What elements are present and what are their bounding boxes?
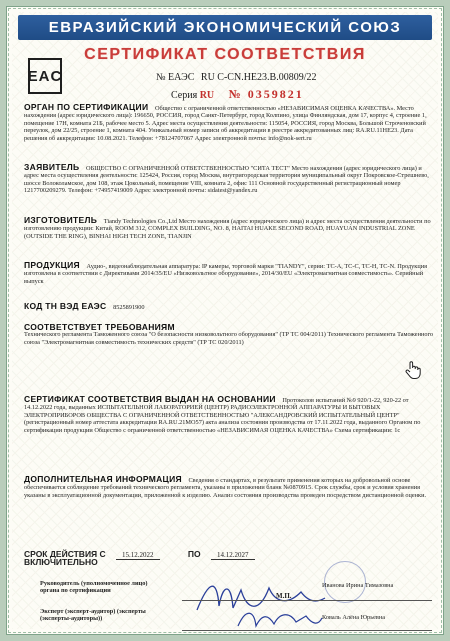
seria-value: RU (199, 90, 215, 101)
mp-label: М.П. (276, 592, 292, 600)
head-label: Руководитель (уполномоченное лицо) органа по сертификации (40, 580, 148, 594)
additional-info-text: Сведения о стандартах, в результате применения которых на добровольной основе обеспечивается соблюдение требований технического регламента, указаны в приложении бланк №0870915. Срок службы, срок и условия хранения указаны в эксплуатационной документации, приложенной к изделию. Анализ состояния производства проведен посредством дистанционной оценки. (24, 477, 427, 499)
manufacturer-title: ИЗГОТОВИТЕЛЬ (24, 215, 98, 225)
seria-label: Серия (171, 90, 198, 101)
expert-label: Эксперт (эксперт-аудитор) (эксперты (эксперты-аудиторы)) (40, 608, 146, 622)
certificate-number-line (156, 72, 316, 83)
hs-code-section (24, 303, 434, 311)
validity-to-date: 14.12.2027 (211, 551, 255, 560)
validity-from-date: 15.12.2022 (116, 551, 160, 560)
applicant-text: ОБЩЕСТВО С ОГРАНИЧЕННОЙ ОТВЕТСТВЕННОСТЬЮ "СИТА ТЕСТ" Место нахождения (адрес юридического лица) и адрес места осуществления деятельности: 125424, Россия, город Москва, внутригородская территория муниципальный округ Покровское-Стрешнево, шоссе Волоколамское, дом 108, этаж Цокольный, помещение VIII, комната 2, офис 111 Основной государственный регистрационный номер 1217700209279. Телефон: +74957419009 Адрес электронной почты: sidatest@yandex.ru (24, 165, 429, 195)
requirements-text: Технического регламента Таможенного союза "О безопасности низковольтного оборудования" (ТР ТС 004/2011) Технического регламента Таможенного союза "Электромагнитная совместимость технических средств" (ТР ТС 020/2011) (24, 331, 434, 346)
union-banner: ЕВРАЗИЙСКИЙ ЭКОНОМИЧЕСКИЙ СОЮЗ (18, 15, 432, 40)
certificate-number: RU С-CN.НЕ23.В.00809/22 (200, 72, 317, 83)
basis-title: СЕРТИФИКАТ СООТВЕТСТВИЯ ВЫДАН НА ОСНОВАНИИ (24, 394, 276, 404)
product-title: ПРОДУКЦИЯ (24, 260, 80, 270)
organ-title: ОРГАН ПО СЕРТИФИКАЦИИ (24, 102, 149, 112)
additional-info-section (24, 476, 434, 499)
certificate-title: СЕРТИФИКАТ СООТВЕТСТВИЯ (84, 46, 366, 63)
hs-code-title: КОД ТН ВЭД ЕАЭС (24, 301, 107, 311)
expert-name: Коваль Алёна Юрьевна (322, 614, 386, 621)
applicant-title: ЗАЯВИТЕЛЬ (24, 162, 80, 172)
basis-section (24, 396, 434, 434)
manufacturer-section (24, 217, 434, 240)
seria-line (171, 87, 304, 102)
validity-inclusive: ВКЛЮЧИТЕЛЬНО (24, 557, 98, 568)
product-section (24, 262, 434, 285)
additional-info-title: ДОПОЛНИТЕЛЬНАЯ ИНФОРМАЦИЯ (24, 474, 182, 484)
signature-block (24, 580, 434, 640)
number-label: № ЕАЭС (156, 72, 195, 83)
validity-to-label: ПО (187, 549, 201, 559)
basis-text: Протоколов испытаний №9 920/1-22, 920-22 от 14.12.2022 года, выданных ИСПЫТАТЕЛЬНОЙ ЛАБОРАТОРИЕЙ (ЦЕНТР) РАДИОЭЛЕКТРОННОЙ АППАРАТУРЫ И БЫТОВЫХ ЭЛЕКТРОПРИБОРОВ ОБЩЕСТВА С ОГРАНИЧЕННОЙ ОТВЕТСТВЕННОСТЬЮ "АЛЕКСАНДРОВСКИЙ ИСПЫТАТЕЛЬНЫЙ ЦЕНТР" (регистрационный номер аттестата аккредитации RA.RU.21МО57) акта анализа состояния производства от 17.11.2022 года, выданного Органом по сертификации продукции Общество с ограниченной ответственностью «НЕЗАВИСИМАЯ ОЦЕНКА КАЧЕСТВА» Схема сертификации: 1с (24, 397, 421, 434)
validity-section (24, 551, 434, 567)
applicant-section (24, 164, 434, 195)
head-signature-line (182, 600, 432, 601)
manufacturer-text: Tiandy Technologies Co.,Ltd Место нахождения (адрес юридического лица) и адрес места осуществления деятельности по изготовлению продукции: Китай, ROOM 312, COMPLEX BUILDING, NO. 8, HAITAI HUAKE SECOND ROAD, HUAYUAN INDUSTRIAL ZONE (OUTSIDE THE RING), BINHAI HIGH TECH ZONE, TIANJIN (24, 218, 431, 240)
validity-from-label: СРОК ДЕЙСТВИЯ С (24, 549, 106, 559)
head-name: Иванова Ирина Тимазовна (322, 582, 394, 589)
expert-signature-line (182, 630, 432, 631)
hs-code-value: 8525891900 (113, 304, 145, 311)
eac-logo: EAC (28, 58, 62, 94)
organ-section (24, 104, 434, 142)
organ-text: Общество с ограниченной ответственностью «НЕЗАВИСИМАЯ ОЦЕНКА КАЧЕСТВА». Место нахождения (адрес юридического лица): 196650, РОССИЯ, город Санкт-Петербург, город Колпино, улица Финляндская, дом 17, корпус 4, строение 1, помещение 17Н, комната 21Б, рабочее место 5. Адрес места осуществления деятельности: 115054, РОССИЯ, город Москва, Большой Строченовский переулок, дом 22/25, строение 1, комната 404. Уникальный номер записи об аккредитации в реестре аккредитованных лиц: RA.RU.11НЕ23. Дата решения об аккредитации: 10.08.2021. Телефон: +78124707067 Адрес электронной почты: info@nok-sert.ru (24, 105, 427, 142)
product-text: Аудио-, видеонаблюдательная аппаратура: IP камеры, торговой марки "TIANDY", серии: TC-A, TC-C, TC-H, TC-N. Продукция изготовлена в соответствии с Директивами 2014/35/EU «Низковольтное оборудование», 2014/30/EU «Электромагнитная совместимость». Серийный выпуск (24, 263, 427, 285)
requirements-section (24, 324, 434, 346)
requirements-title: СООТВЕТСТВУЕТ ТРЕБОВАНИЯМ (24, 322, 175, 332)
hand-cursor-icon (404, 360, 422, 380)
serial-number: № 0359821 (228, 87, 304, 101)
